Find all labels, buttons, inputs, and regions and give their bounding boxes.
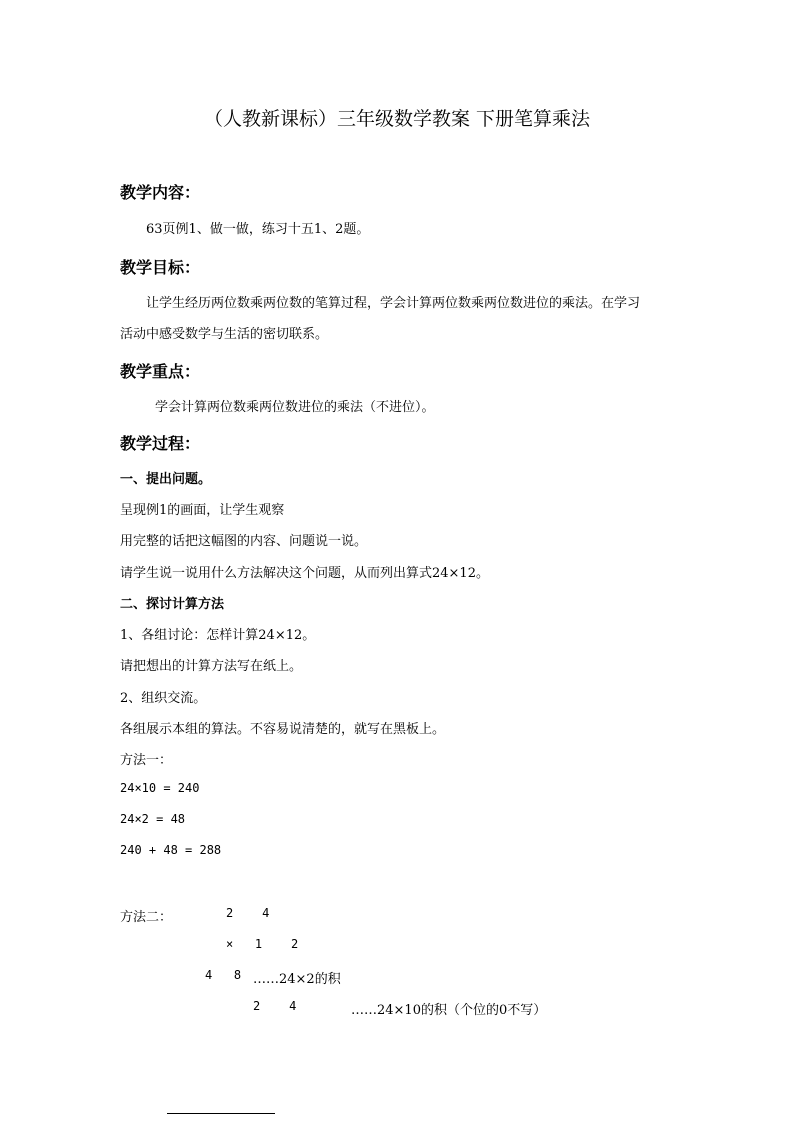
- method2-row-3-note: ……24×2的积: [253, 972, 341, 987]
- method1-step: 24×10 = 240: [120, 781, 200, 795]
- method2-row-1: 2 4: [226, 906, 270, 920]
- heading-content: 教学内容：: [120, 183, 201, 202]
- heading-focus: 教学重点：: [120, 362, 201, 381]
- part1-line: 请学生说一说用什么方法解决这个问题，从而列出算式24×12。: [120, 566, 489, 581]
- part1-line: 呈现例1的画面，让学生观察: [120, 503, 285, 518]
- part2-line: 各组展示本组的算法。不容易说清楚的，就写在黑板上。: [120, 722, 446, 737]
- part2-line: 请把想出的计算方法写在纸上。: [120, 659, 303, 674]
- goal-line-1: 让学生经历两位数乘两位数的笔算过程，学会计算两位数乘两位数进位的乘法。在学习: [146, 296, 641, 311]
- method1-step: 24×2 = 48: [120, 812, 186, 826]
- heading-process: 教学过程：: [120, 434, 201, 453]
- method1-step: 240 + 48 = 288: [120, 843, 222, 857]
- method2-label: 方法二：: [120, 910, 173, 925]
- part2-heading: 二、探讨计算方法: [120, 597, 225, 612]
- footnote-divider: [167, 1113, 275, 1114]
- method2-row-4: 2 4: [253, 999, 297, 1013]
- part2-line: 1、各组讨论：怎样计算24×12。: [120, 628, 316, 643]
- method2-row-3: 4 8: [205, 968, 242, 982]
- method2-row-2: × 1 2: [226, 937, 299, 951]
- part2-line: 方法一：: [120, 753, 173, 768]
- focus-text: 学会计算两位数乘两位数进位的乘法（不进位）。: [155, 400, 435, 415]
- part2-line: 2、组织交流。: [120, 691, 207, 706]
- content-text: 63页例1、做一做，练习十五1、2题。: [146, 222, 370, 237]
- part1-line: 用完整的话把这幅图的内容、问题说一说。: [120, 534, 368, 549]
- method2-row-4-note: ……24×10的积（个位的0不写）: [351, 1003, 547, 1018]
- heading-goal: 教学目标：: [120, 258, 201, 277]
- goal-line-2: 活动中感受数学与生活的密切联系。: [120, 327, 329, 342]
- part1-heading: 一、提出问题。: [120, 472, 212, 487]
- page-title: （人教新课标）三年级数学教案 下册笔算乘法: [203, 108, 591, 130]
